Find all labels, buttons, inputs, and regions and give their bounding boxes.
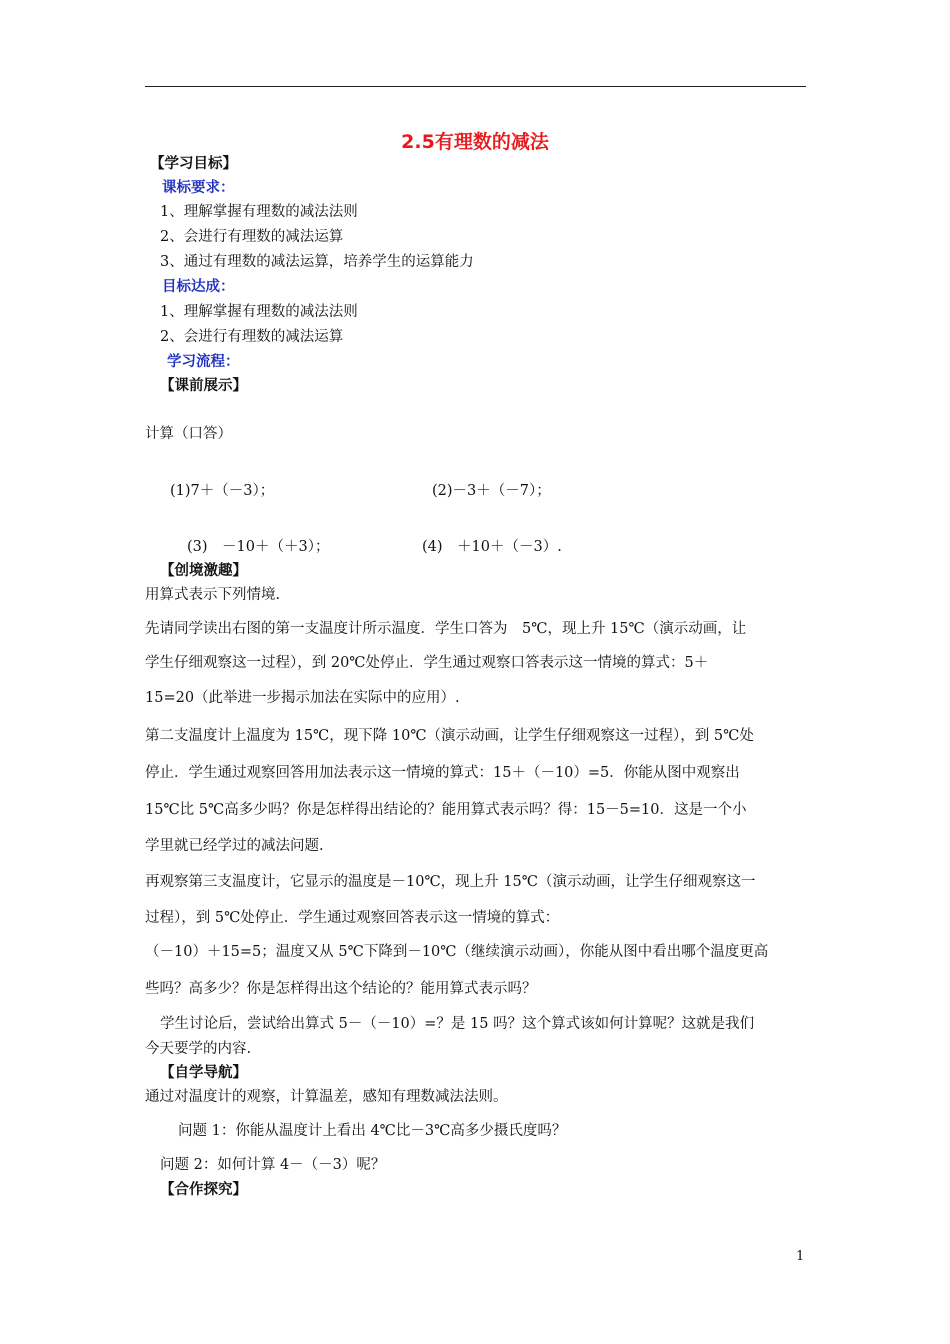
scene-line: 第二支温度计上温度为 15℃，现下降 10℃（演示动画，让学生仔细观察这一过程），到 5℃处 (145, 728, 754, 744)
scene-line: （－10）＋15=5；温度又从 5℃下降到－10℃（继续演示动画），你能从图中看出哪个温度更高 (145, 944, 769, 960)
scene-line: 些吗？高多少？你是怎样得出这个结论的？能用算式表示吗？ (145, 981, 537, 997)
scene-line: 学生讨论后，尝试给出算式 5－（－10）=？是 15 吗？这个算式该如何计算呢？这就是我们 (160, 1016, 755, 1032)
scene-line: 停止．学生通过观察回答用加法表示这一情境的算式：15＋（－10）=5．你能从图中观察出 (145, 765, 740, 781)
curriculum-item: 2、会进行有理数的减法运算 (160, 229, 344, 245)
scene-line: 再观察第三支温度计，它显示的温度是－10℃，现上升 15℃（演示动画，让学生仔细观察这一 (145, 874, 756, 890)
achieve-label: 目标达成： (162, 279, 235, 295)
exercise-4: (4) ＋10＋（－3）. (422, 539, 562, 555)
achieve-item: 1、理解掌握有理数的减法法则 (160, 304, 358, 320)
question-2: 问题 2：如何计算 4－（－3）呢？ (160, 1157, 386, 1173)
coop-heading: 【合作探究】 (160, 1182, 247, 1198)
scene-line: 15=20（此举进一步揭示加法在实际中的应用）. (145, 690, 460, 706)
scene-line: 先请同学读出右图的第一支温度计所示温度．学生口答为 5℃，现上升 15℃（演示动画，让 (145, 621, 747, 637)
scene-heading: 【创境激趣】 (160, 563, 247, 579)
exercise-1: (1)7＋（－3）； (170, 483, 275, 499)
achieve-item: 2、会进行有理数的减法运算 (160, 329, 344, 345)
exercise-2: (2)－3＋（－7）； (432, 483, 551, 499)
scene-line: 15℃比 5℃高多少吗？你是怎样得出结论的？能用算式表示吗？得：15－5=10．这是一个小 (145, 802, 747, 818)
curriculum-label: 课标要求： (162, 180, 235, 196)
page-title: 2.5有理数的减法 (401, 131, 549, 153)
scene-line: 过程），到 5℃处停止．学生通过观察回答表示这一情境的算式： (145, 910, 560, 926)
page-number: 1 (796, 1249, 805, 1264)
scene-line: 今天要学的内容. (145, 1041, 252, 1057)
self-study-heading: 【自学导航】 (160, 1065, 247, 1081)
question-1: 问题 1：你能从温度计上看出 4℃比－3℃高多少摄氏度吗？ (178, 1123, 567, 1139)
flow-label: 学习流程： (167, 354, 240, 370)
curriculum-item: 1、理解掌握有理数的减法法则 (160, 204, 358, 220)
curriculum-item: 3、通过有理数的减法运算，培养学生的运算能力 (160, 254, 474, 270)
goals-heading: 【学习目标】 (150, 156, 237, 172)
header-rule (145, 86, 806, 87)
exercise-3: (3) －10＋（＋3）； (187, 539, 330, 555)
calc-label: 计算（口答） (145, 426, 232, 442)
self-study-line: 通过对温度计的观察，计算温差，感知有理数减法法则。 (145, 1089, 508, 1105)
scene-line: 学里就已经学过的减法问题. (145, 838, 324, 854)
scene-line: 用算式表示下列情境. (145, 587, 281, 603)
preclass-heading: 【课前展示】 (160, 378, 247, 394)
scene-line: 学生仔细观察这一过程），到 20℃处停止．学生通过观察口答表示这一情境的算式：5＋ (145, 655, 709, 671)
